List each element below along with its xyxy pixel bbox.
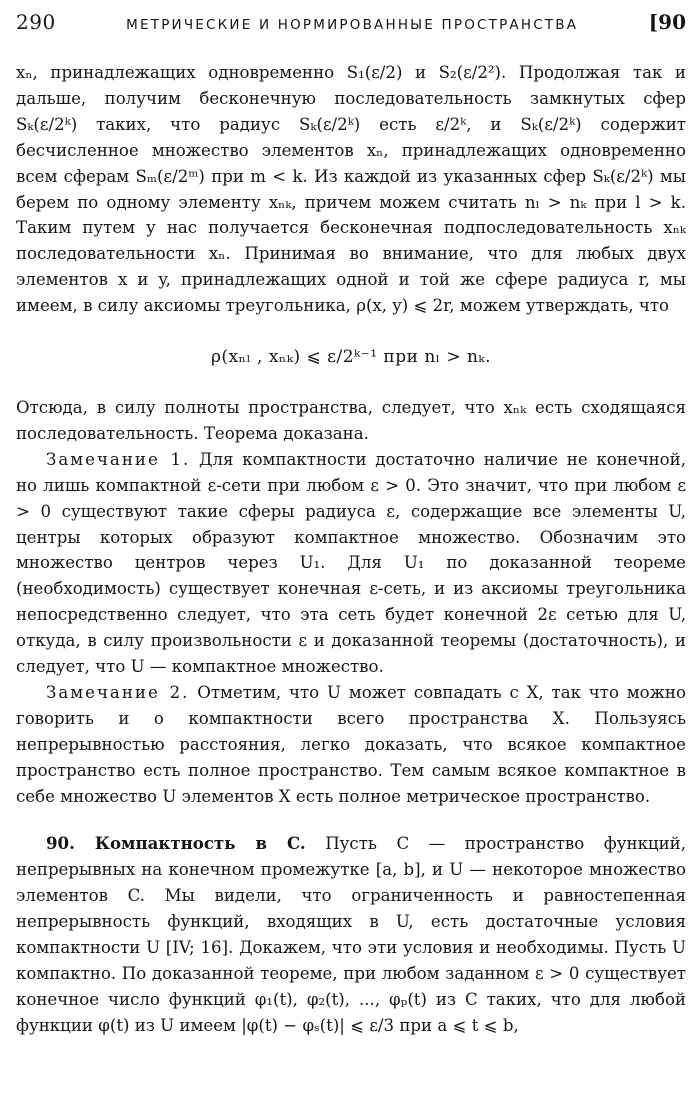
- remark-1-label: Замечание 1.: [46, 449, 191, 469]
- section-mark: [90: [648, 10, 686, 34]
- page-number: 290: [16, 10, 56, 34]
- remark-2-label: Замечание 2.: [46, 682, 190, 702]
- paragraph-conclusion: Отсюда, в силу полноты пространства, следует, что xₙₖ есть сходящаяся последовательность. Теорема доказана.: [16, 397, 686, 443]
- section-text: Пусть C — пространство функций, непрерывных на конечном промежутке [a, b], и U — некоторое множество элементов C. Мы видели, что ограниченность и равностепенная непрерывность функций, входящих в U, есть достаточные условия компактности U [IV; 16]. Докажем, что эти условия и необходимы. Пусть U компактно. По доказанной теореме, при любом заданном ε > 0 существует конечное число функций φ₁(t), φ₂(t), ..., φₚ(t) из C таких, что для любой функции φ(t) из U имеем |φ(t) − φₛ(t)| ⩽ ε/3 при a ⩽ t ⩽ b,: [16, 834, 686, 1035]
- paragraph-proof-continuation: xₙ, принадлежащих одновременно S₁(ε/2) и S₂(ε/2²). Продолжая так и дальше, получим бесконечную последовательность замкнутых сфер Sₖ(ε/2ᵏ) таких, что радиус Sₖ(ε/2ᵏ) есть ε/2ᵏ, и Sₖ(ε/2ᵏ) содержит бесчисленное множество элементов xₙ, принадлежащих одновременно всем сферам Sₘ(ε/2ᵐ) при m < k. Из каждой из указанных сфер Sₖ(ε/2ᵏ) мы берем по одному элементу xₙₖ, причем можем считать nₗ > nₖ при l > k. Таким путем у нас получается бесконечная подпоследовательность xₙₖ последовательности xₙ. Принимая во внимание, что для любых двух элементов x и y, принадлежащих одной и той же сфере радиуса r, мы имеем, в силу аксиомы треугольника, ρ(x, y) ⩽ 2r, можем утверждать, что: [16, 63, 686, 316]
- remark-1: [16, 447, 686, 680]
- running-title: МЕТРИЧЕСКИЕ И НОРМИРОВАННЫЕ ПРОСТРАНСТВА: [126, 17, 579, 33]
- section-gap: [16, 809, 686, 831]
- section-90: [16, 831, 686, 1038]
- section-heading: 90. Компактность в C.: [46, 833, 306, 854]
- remark-2-text: Отметим, что U может совпадать с X, так что можно говорить и о компактности всего пространства X. Пользуясь непрерывностью расстояния, легко доказать, что всякое компактное пространство есть полное пространство. Тем самым всякое компактное в себе множество U элементов X есть полное метрическое пространство.: [16, 682, 686, 806]
- remark-2: [16, 680, 686, 810]
- page-header: [16, 10, 686, 42]
- remark-1-text: Для компактности достаточно наличие не конечной, но лишь компактной ε-сети при любом ε > 0. Это значит, что при любом ε > 0 существуют такие сферы радиуса ε, содержащие все элементы U, центры которых образуют компактное множество. Обозначим это множество центров через U₁. Для U₁ по доказанной теореме (необходимость) существует конечная ε-сеть, и из аксиомы треугольника непосредственно следует, что эта сеть будет конечной 2ε сетью для U, откуда, в силу произвольности ε и доказанной теоремы (достаточность), и следует, что U — компактное множество.: [16, 449, 686, 677]
- display-formula: ρ(xₙₗ , xₙₖ) ⩽ ε/2ᵏ⁻¹ при nₗ > nₖ.: [210, 347, 492, 368]
